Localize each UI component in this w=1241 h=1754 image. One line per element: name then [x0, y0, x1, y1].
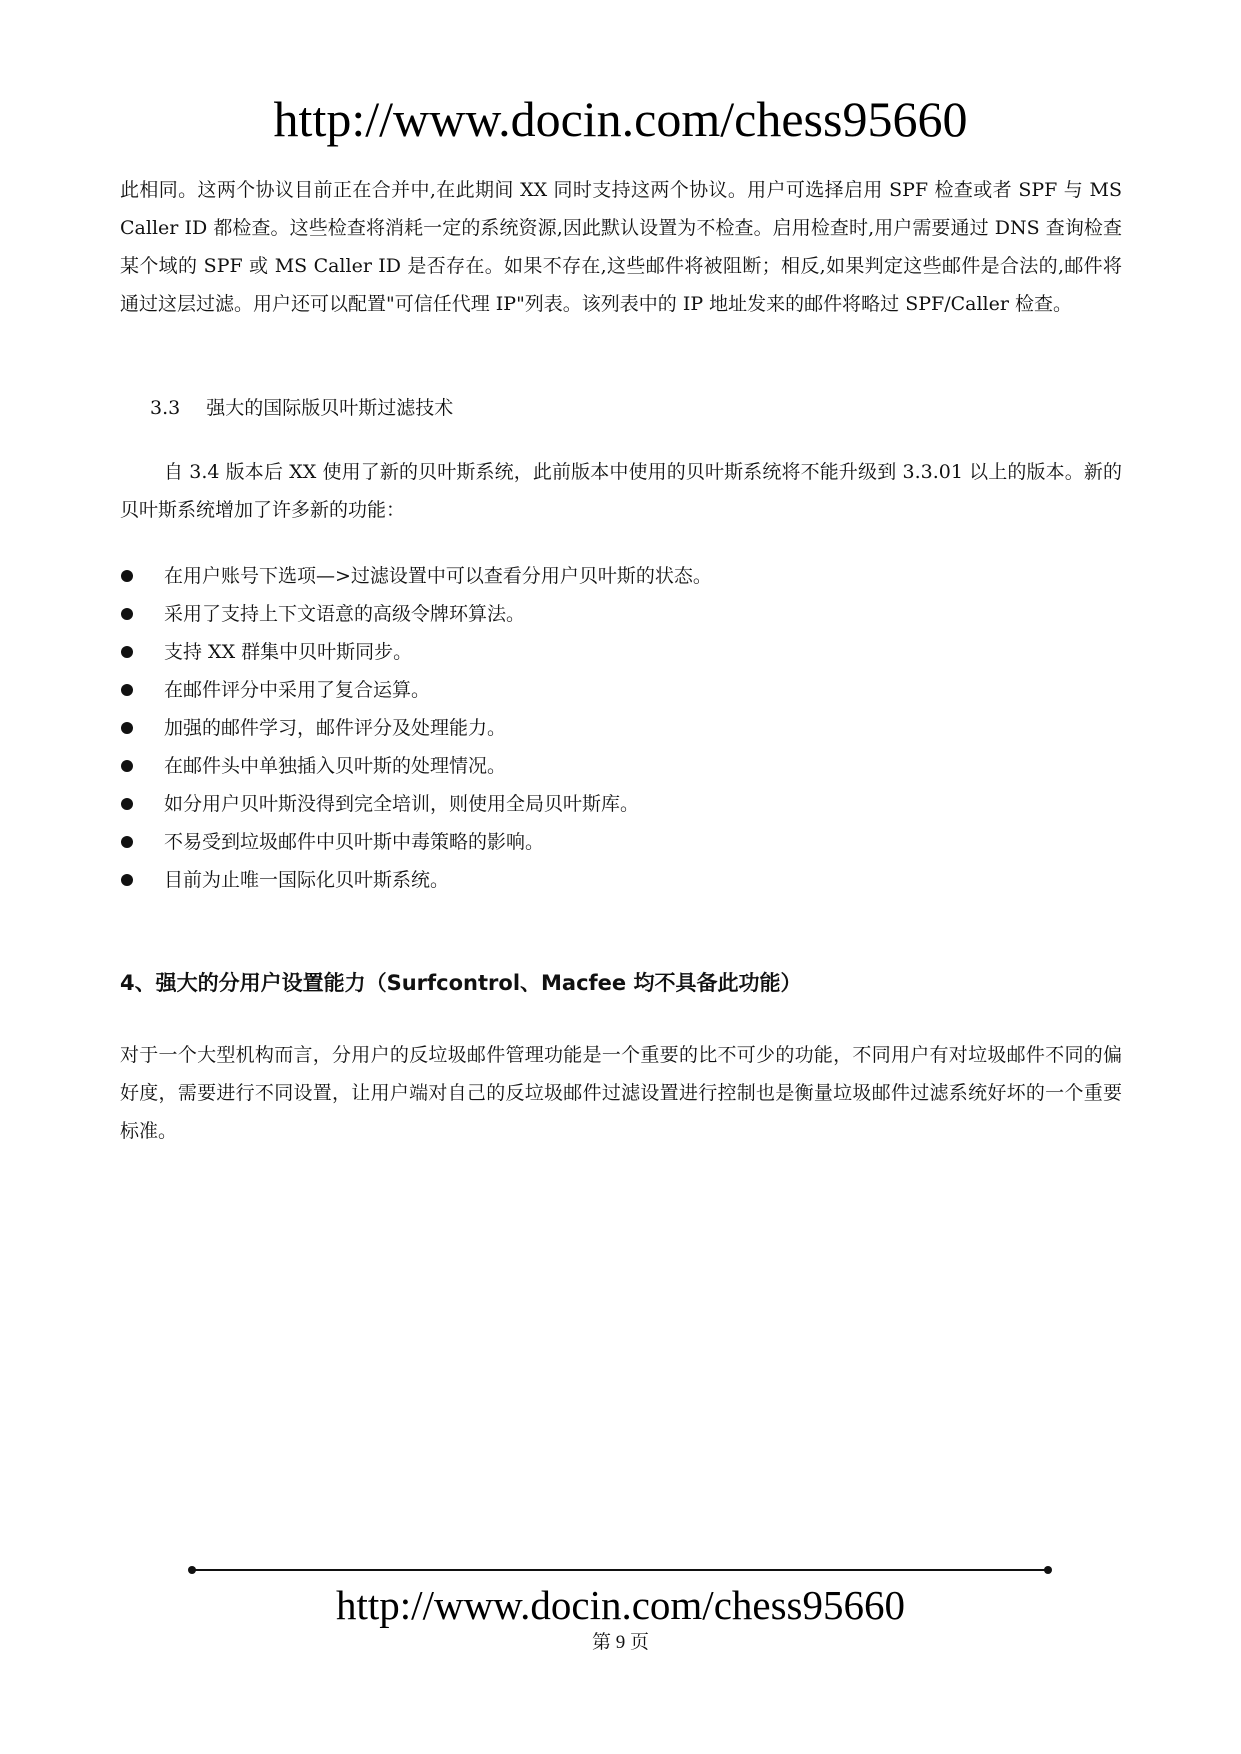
list-item-text: 如分用户贝叶斯没得到完全培训，则使用全局贝叶斯库。: [164, 793, 640, 815]
list-item: [120, 595, 1122, 633]
list-item: [120, 823, 1122, 861]
list-item: [120, 671, 1122, 709]
bullet-dot-icon: [121, 760, 133, 772]
body-paragraph-per-user: 对于一个大型机构而言，分用户的反垃圾邮件管理功能是一个重要的比不可少的功能，不同用户有对垃圾邮件不同的偏好度，需要进行不同设置，让用户端对自己的反垃圾邮件过滤设置进行控制也是衡量垃圾邮件过滤系统好坏的一个重要标准。: [120, 1044, 1122, 1142]
list-item-text: 在用户账号下选项—>过滤设置中可以查看分用户贝叶斯的状态。: [164, 565, 712, 587]
list-item: [120, 861, 1122, 899]
list-item: [120, 633, 1122, 671]
list-item-text: 在邮件评分中采用了复合运算。: [164, 679, 431, 701]
list-item-text: 目前为止唯一国际化贝叶斯系统。: [164, 869, 450, 891]
footer-url: http://www.docin.com/chess95660: [336, 1582, 905, 1628]
footer-divider: [192, 1569, 1048, 1571]
subsection-number: 3.3: [150, 397, 181, 419]
bullet-dot-icon: [121, 874, 133, 886]
list-item-text: 采用了支持上下文语意的高级令牌环算法。: [164, 603, 526, 625]
bullet-dot-icon: [121, 798, 133, 810]
subsection-title: 强大的国际版贝叶斯过滤技术: [206, 397, 454, 419]
header-url: http://www.docin.com/chess95660: [273, 91, 968, 147]
bullet-dot-icon: [121, 646, 133, 658]
list-item-text: 在邮件头中单独插入贝叶斯的处理情况。: [164, 755, 507, 777]
body-paragraph-spf: 此相同。这两个协议目前正在合并中,在此期间 XX 同时支持这两个协议。用户可选择启用 SPF 检查或者 SPF 与 MS Caller ID 都检查。这些检查将消耗一定的系统资源,因此默认设置为不检查。启用检查时,用户需要通过 DNS 查询检查某个域的 SPF 或 MS Caller ID 是否存在。如果不存在,这些邮件将被阻断；相反,如果判定这些邮件是合法的,邮件将通过这层过滤。用户还可以配置"可信任代理 IP"列表。该列表中的 IP 地址发来的邮件将略过 SPF/Caller 检查。: [120, 179, 1122, 315]
bullet-dot-icon: [121, 570, 133, 582]
list-item: [120, 785, 1122, 823]
divider-left-dot-icon: [188, 1566, 196, 1574]
list-item: [120, 709, 1122, 747]
divider-right-dot-icon: [1044, 1566, 1052, 1574]
bullet-dot-icon: [121, 722, 133, 734]
bullet-dot-icon: [121, 608, 133, 620]
body-paragraph-bayes-intro: 自 3.4 版本后 XX 使用了新的贝叶斯系统，此前版本中使用的贝叶斯系统将不能升级到 3.3.01 以上的版本。新的贝叶斯系统增加了许多新的功能：: [120, 461, 1122, 521]
section-heading: 4、强大的分用户设置能力（Surfcontrol、Macfee 均不具备此功能）: [120, 971, 802, 995]
list-item-text: 不易受到垃圾邮件中贝叶斯中毒策略的影响。: [164, 831, 545, 853]
list-item-text: 加强的邮件学习，邮件评分及处理能力。: [164, 717, 507, 739]
subsection-heading: [120, 389, 1122, 427]
list-item: [120, 557, 1122, 595]
page-number: 第 9 页: [591, 1632, 649, 1653]
feature-bullet-list: [120, 557, 1122, 899]
bullet-dot-icon: [121, 836, 133, 848]
list-item: [120, 747, 1122, 785]
bullet-dot-icon: [121, 684, 133, 696]
list-item-text: 支持 XX 群集中贝叶斯同步。: [164, 641, 413, 663]
